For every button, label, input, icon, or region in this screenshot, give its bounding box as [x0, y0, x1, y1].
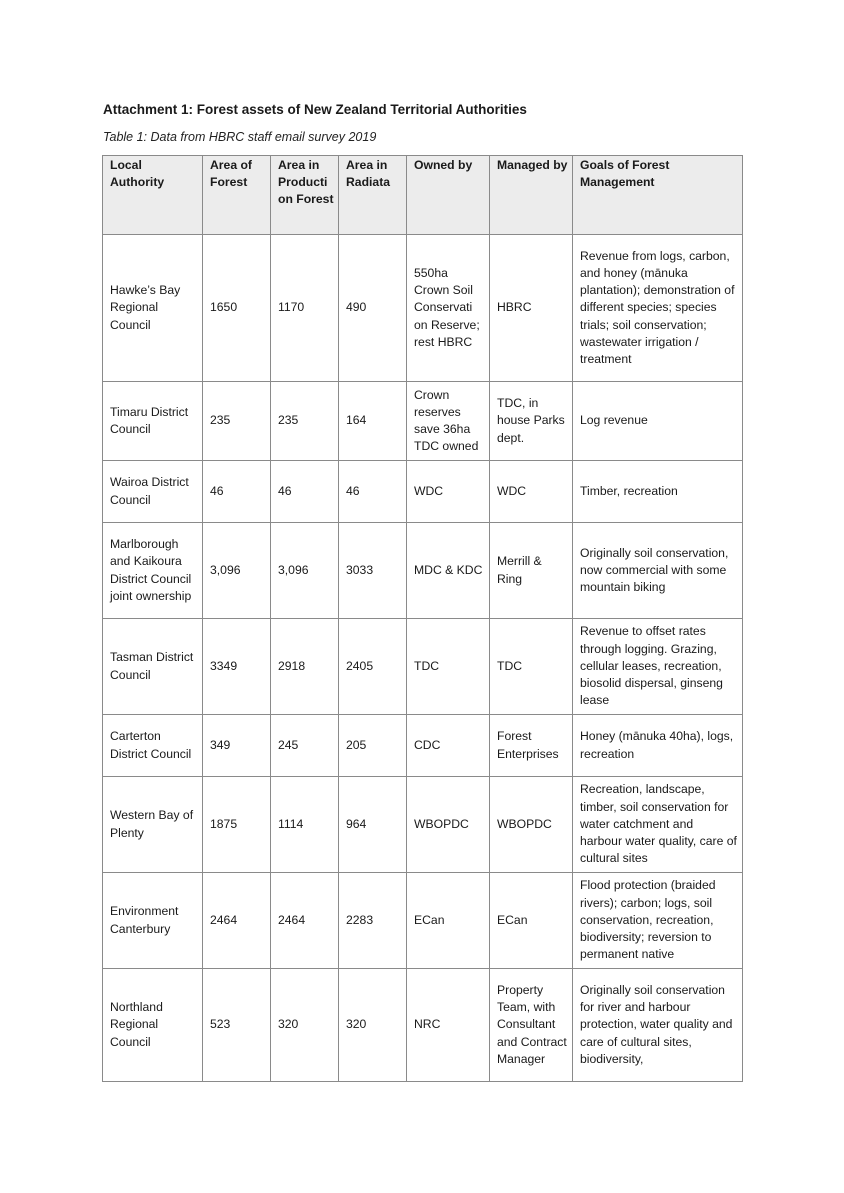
cell-owned-by: CDC — [407, 715, 490, 777]
cell-area-in-radiata: 964 — [339, 777, 407, 873]
cell-managed-by: Property Team, with Consultant and Contract Manager — [490, 969, 573, 1082]
cell-owned-by: Crown reserves save 36ha TDC owned — [407, 382, 490, 461]
table-caption: Table 1: Data from HBRC staff email survey 2019 — [103, 130, 377, 144]
cell-area-of-forest: 349 — [203, 715, 271, 777]
cell-owned-by: NRC — [407, 969, 490, 1082]
cell-area-of-forest: 235 — [203, 382, 271, 461]
cell-local-authority: Western Bay of Plenty — [103, 777, 203, 873]
cell-area-in-radiata: 46 — [339, 461, 407, 523]
cell-area-of-forest: 1650 — [203, 235, 271, 382]
cell-area-in-production: 3,096 — [271, 523, 339, 619]
table-row — [103, 969, 743, 1082]
cell-area-in-radiata: 205 — [339, 715, 407, 777]
cell-managed-by: WDC — [490, 461, 573, 523]
cell-area-in-production: 2918 — [271, 619, 339, 715]
header-goals: Goals of Forest Management — [573, 156, 743, 235]
cell-goals: Revenue from logs, carbon, and honey (mānuka plantation); demonstration of different species; species trials; soil conservation; wastewater irrigation / treatment — [573, 235, 743, 382]
header-area-of-forest: Area of Forest — [203, 156, 271, 235]
table-row — [103, 461, 743, 523]
cell-area-of-forest: 523 — [203, 969, 271, 1082]
cell-goals: Timber, recreation — [573, 461, 743, 523]
cell-managed-by: Forest Enterprises — [490, 715, 573, 777]
header-area-in-production-forest: Area in Producti on Forest — [271, 156, 339, 235]
cell-owned-by: MDC & KDC — [407, 523, 490, 619]
cell-owned-by: WBOPDC — [407, 777, 490, 873]
cell-area-of-forest: 2464 — [203, 873, 271, 969]
cell-owned-by: WDC — [407, 461, 490, 523]
cell-owned-by: TDC — [407, 619, 490, 715]
cell-area-in-radiata: 164 — [339, 382, 407, 461]
header-area-in-radiata: Area in Radiata — [339, 156, 407, 235]
cell-area-of-forest: 3,096 — [203, 523, 271, 619]
forest-assets-table — [102, 155, 743, 1082]
cell-area-of-forest: 3349 — [203, 619, 271, 715]
cell-goals: Flood protection (braided rivers); carbon; logs, soil conservation, recreation, biodiversity; reversion to permanent native — [573, 873, 743, 969]
header-managed-by: Managed by — [490, 156, 573, 235]
cell-managed-by: Merrill & Ring — [490, 523, 573, 619]
cell-goals: Log revenue — [573, 382, 743, 461]
cell-goals: Revenue to offset rates through logging. Grazing, cellular leases, recreation, biosolid dispersal, ginseng lease — [573, 619, 743, 715]
cell-area-in-production: 46 — [271, 461, 339, 523]
cell-area-in-radiata: 3033 — [339, 523, 407, 619]
cell-local-authority: Northland Regional Council — [103, 969, 203, 1082]
cell-local-authority: Marlborough and Kaikoura District Council joint ownership — [103, 523, 203, 619]
cell-goals: Recreation, landscape, timber, soil conservation for water catchment and harbour water quality, care of cultural sites — [573, 777, 743, 873]
cell-goals: Originally soil conservation for river and harbour protection, water quality and care of cultural sites, biodiversity, — [573, 969, 743, 1082]
cell-local-authority: Carterton District Council — [103, 715, 203, 777]
header-owned-by: Owned by — [407, 156, 490, 235]
header-local-authority: Local Authority — [103, 156, 203, 235]
cell-area-in-production: 1170 — [271, 235, 339, 382]
table-row — [103, 873, 743, 969]
cell-managed-by: TDC — [490, 619, 573, 715]
cell-goals: Honey (mānuka 40ha), logs, recreation — [573, 715, 743, 777]
table-row — [103, 523, 743, 619]
cell-area-in-radiata: 2405 — [339, 619, 407, 715]
attachment-heading: Attachment 1: Forest assets of New Zealand Territorial Authorities — [103, 102, 527, 117]
table-row — [103, 619, 743, 715]
table-row — [103, 777, 743, 873]
cell-managed-by: HBRC — [490, 235, 573, 382]
cell-local-authority: Hawke’s Bay Regional Council — [103, 235, 203, 382]
cell-local-authority: Timaru District Council — [103, 382, 203, 461]
table-row — [103, 235, 743, 382]
cell-area-in-production: 1114 — [271, 777, 339, 873]
cell-local-authority: Environment Canterbury — [103, 873, 203, 969]
cell-area-in-production: 245 — [271, 715, 339, 777]
cell-area-in-production: 235 — [271, 382, 339, 461]
cell-area-in-production: 2464 — [271, 873, 339, 969]
cell-local-authority: Tasman District Council — [103, 619, 203, 715]
cell-area-of-forest: 46 — [203, 461, 271, 523]
cell-area-in-radiata: 490 — [339, 235, 407, 382]
cell-area-in-production: 320 — [271, 969, 339, 1082]
cell-owned-by: 550ha Crown Soil Conservati on Reserve; rest HBRC — [407, 235, 490, 382]
cell-goals: Originally soil conservation, now commercial with some mountain biking — [573, 523, 743, 619]
table-header-row — [103, 156, 743, 235]
cell-area-of-forest: 1875 — [203, 777, 271, 873]
cell-area-in-radiata: 320 — [339, 969, 407, 1082]
table-row — [103, 382, 743, 461]
cell-local-authority: Wairoa District Council — [103, 461, 203, 523]
cell-owned-by: ECan — [407, 873, 490, 969]
cell-managed-by: TDC, in house Parks dept. — [490, 382, 573, 461]
cell-area-in-radiata: 2283 — [339, 873, 407, 969]
table-row — [103, 715, 743, 777]
cell-managed-by: WBOPDC — [490, 777, 573, 873]
cell-managed-by: ECan — [490, 873, 573, 969]
